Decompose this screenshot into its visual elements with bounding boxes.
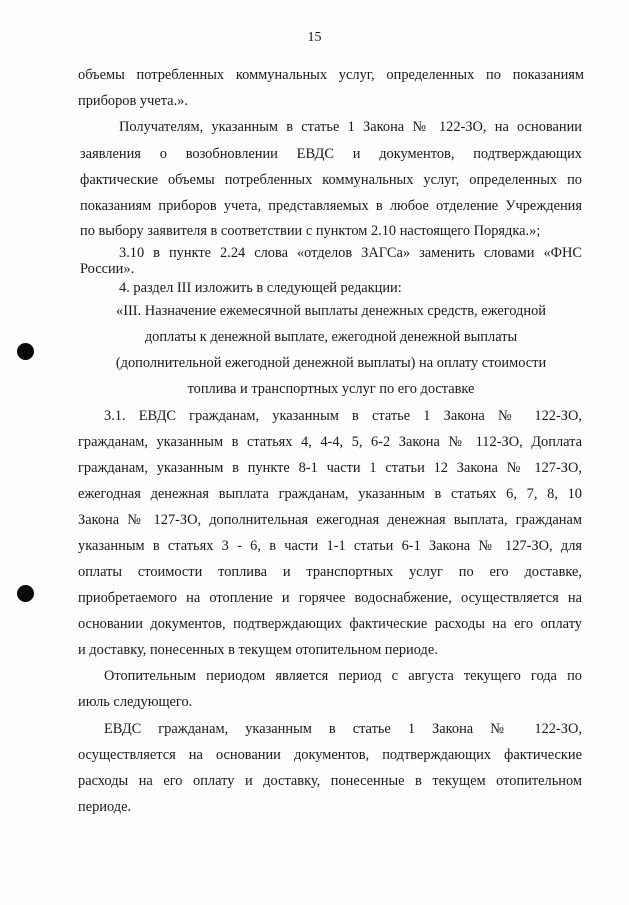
text-line: указанным в статьях 3 - 6, в части 1-1 статьи 6-1 Закона № 127-ЗО, для xyxy=(78,538,582,554)
text-line: гражданам, указанным в статьях 4, 4-4, 5, 6-2 Закона № 112-ЗО, Доплата xyxy=(78,434,582,450)
text-line: гражданам, указанным в пункте 8-1 части 1 статьи 12 Закона № 127-ЗО, xyxy=(78,460,582,476)
text-line: объемы потребленных коммунальных услуг, определенных по показаниям xyxy=(78,67,584,83)
text-line: осуществляется на основании документов, подтверждающих фактические xyxy=(78,747,582,763)
text-line: и доставку, понесенных в текущем отопительном периоде. xyxy=(78,642,438,658)
page-number: 15 xyxy=(307,30,322,45)
section-heading-line: доплаты к денежной выплате, ежегодной денежной выплаты xyxy=(144,329,518,345)
text-line: ЕВДС гражданам, указанным в статье 1 Закона № 122-ЗО, xyxy=(104,721,582,737)
text-line: 3.1. ЕВДС гражданам, указанным в статье 1 Закона № 122-ЗО, xyxy=(104,408,582,424)
text-line: июль следующего. xyxy=(78,694,193,710)
text-line: Отопительным периодом является период с августа текущего года по xyxy=(104,668,582,684)
text-line: периоде. xyxy=(78,799,132,815)
text-line: 4. раздел III изложить в следующей редакции: xyxy=(119,280,402,296)
text-line: России». xyxy=(80,261,135,277)
text-line: расходы на его оплату и доставку, понесенные в текущем отопительном xyxy=(78,773,582,789)
text-line: показаниям приборов учета, представляемых в любое отделение Учреждения xyxy=(80,198,582,214)
section-heading-line: «III. Назначение ежемесячной выплаты денежных средств, ежегодной xyxy=(116,303,546,319)
text-line: оплаты стоимости топлива и транспортных услуг по его доставке, xyxy=(78,564,582,580)
text-line: основании документов, подтверждающих фактические расходы на его оплату xyxy=(78,616,582,632)
punch-hole-top xyxy=(17,343,34,360)
text-line: Закона № 127-ЗО, дополнительная ежегодная денежная выплата, гражданам xyxy=(78,512,582,528)
text-line: фактические объемы потребленных коммунальных услуг, определенных по xyxy=(80,172,582,188)
text-line: ежегодная денежная выплата гражданам, указанным в статьях 6, 7, 8, 10 xyxy=(78,486,582,502)
punch-hole-bottom xyxy=(17,585,34,602)
text-line: Получателям, указанным в статье 1 Закона № 122-ЗО, на основании xyxy=(119,119,582,135)
text-line: приобретаемого на отопление и горячее водоснабжение, осуществляется на xyxy=(78,590,582,606)
section-heading-line: (дополнительной ежегодной денежной выплаты) на оплату стоимости xyxy=(115,355,547,371)
text-line: приборов учета.». xyxy=(78,93,188,109)
section-heading-line: топлива и транспортных услуг по его доставке xyxy=(187,381,475,397)
text-line: по выбору заявителя в соответствии с пунктом 2.10 настоящего Порядка.»; xyxy=(80,223,541,239)
text-line: 3.10 в пункте 2.24 слова «отделов ЗАГСа» заменить словами «ФНС xyxy=(119,245,582,261)
text-line: заявления о возобновлении ЕВДС и документов, подтверждающих xyxy=(80,146,582,162)
